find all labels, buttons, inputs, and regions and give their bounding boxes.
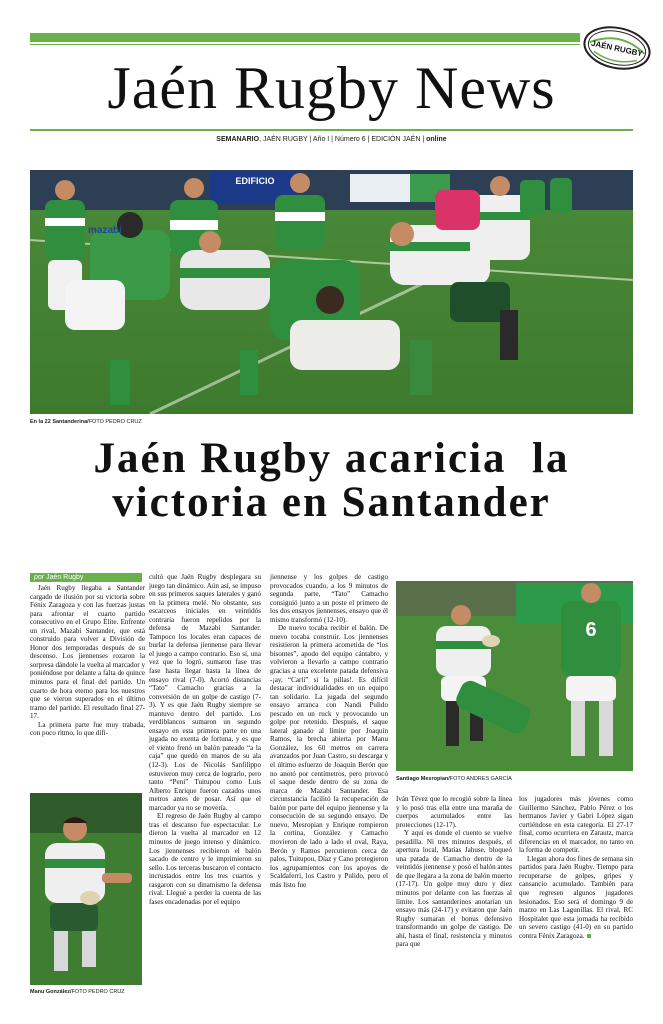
masthead-top-bar (30, 33, 580, 42)
article-paragraph: Jaén Rugby llegaba a Santander cargado de ilusión por su victoria sobre Fénix Zaragoza y con las fuerzas justas para afrontar el cuarto partido consecutivo en el Grupo Élite. Enfrente un rival, Mazabi Santander, que está construido para volver a División de Honor dos temporadas después de su descenso. Los jiennenses rozaron la sorpresa dándole la vuelta al marcador y poniéndose por delante a falta de quince minutos para el final del partido. Un cuarto de hora eterno para los nuestros que se vieron superados en el último tramo del partido. El resultado final 27-17. (30, 584, 145, 721)
article-column-4 (396, 795, 512, 1017)
top-photo-caption-credit: FOTO PEDRO CRUZ (88, 419, 142, 425)
byline-prefix: por (34, 574, 47, 581)
article-column-3 (270, 573, 388, 1013)
article-paragraph: los jugadores más jóvenes como Guillermo Sánchez, Pablo Pérez o los hermanos Javier y Gabri López sigan curtiéndose en esta categoría. El 27-17 final, como ocurriera en Zarautz, marca diferencias en el marcador, no tanto en la forma de competir. (519, 795, 633, 855)
top-photo-caption (30, 419, 330, 425)
masthead-top-rule (30, 44, 580, 45)
byline-author: Jaén Rugby (46, 574, 84, 581)
edition-info-online: online (426, 136, 447, 143)
sponsor-text: mazabi (88, 225, 122, 236)
logo-text: JAÉN RUGBY (590, 38, 644, 59)
right-photo-caption-credit: FOTO ANDRES GARCÍA (449, 776, 512, 782)
left-photo (30, 793, 142, 985)
article-paragraph: Y aquí es donde el cuento se vuelve pesadilla. Ni tres minutos después, el apertura local, Matías Jahuse, bloqueó una patada de Camacho dentro de la veintidós jiennense y posó el balón antes de que llegara a la zona de balón muerto (17-17). Un golpe muy duro y diez minutos por delante con las fuerzas al límite. Los santanderinos anotarían un ensayo más (24-17) y evitaron que Jaén Rugby sumaran el bonus defensivo transformando un golpe de castigo. De ahí, hasta el final, resistencia y minutos para que (396, 829, 512, 949)
article-paragraph (519, 855, 633, 940)
right-photo-caption-title: Santiago Mesropian/ (396, 776, 450, 782)
left-photo-caption-credit: FOTO PEDRO CRUZ (71, 989, 125, 995)
edition-info-type: SEMANARIO (216, 136, 260, 143)
article-paragraph: De nuevo tocaba recibir el balón. De nuevo tocaba construir. Los jiennenses resistieron la primera acometida de “los bisontes”, apodo del equipo cántabro, y volvieron a llevarlo a campo contrario gracias a una excelente patada defensiva -¡ay, “Carli” si la pillas!. Es difícil destacar individualidades en un equipo tan solidario. La jugada del segundo ensayo arranca con Nandi Pulido pescado en un ruck y provocando un golpe por retenido. Después, el saque lateral ganado al límite por Joaquín Ramos, la brecha abierta por Manu González, los 60 metros en carrera avanzados por Juan Castro, su descarga y el último esfuerzo de Joaquín Berón que no anotó por centímetros, pero provocó el saque desde dentro de su zona de marca de Mazabi Santander. Esa circunstancia facilitó la recuperación de balón por parte del equipo jiennense y la consecución de su segundo ensayo. De nuevo, Mesropian y Enrique rompieron la cortina, González y Camacho movieron de lado a lado el oval, Raya, Berón y Ramos percutieron cerca de palos, Tuitupou, Díaz y Cano protegieron los agrupamientos con los apoyos de Scaldaferri, los Castro y Pulido, pero el más listo fue (270, 624, 388, 889)
headline (30, 437, 633, 525)
article-paragraph-text: Llegan ahora dos fines de semana sin partidos para Jaén Rugby. Tiempo para recuperarse de golpes, gripes y cansancio acumulado. También para que regresen algunos jugadores lesionados. Eso será el domingo 9 de marzo en Las Lagunillas. El rival, RC Hospitalet que esta jornada ha recibido un severo castigo (41-0) en su partido contra Fénix Zaragoza. (519, 854, 633, 940)
edition-info (30, 136, 633, 143)
end-of-article-mark (587, 934, 591, 938)
headline-line-1: Jaén Rugby acaricia la (93, 435, 570, 482)
article-paragraph: El regreso de Jaén Rugby al campo tras el descanso fue espectacular. Le dieron la vuelta al marcador en 12 minutos de juego intenso y dinámico. Los jiennenses recibieron el balón sacado de centro y le imprimieron su sello. Los terceras buscaron el contacto incrustados entre los tres cuartos y rasgaron con su dinamismo la defensa rival. Llegué a perder la cuenta de las fases encadenadas por el equipo (149, 812, 261, 906)
article-paragraph: cultó que Jaén Rugby desplegara su juego tan dinámico. Aún así, se impuso en sus primeros saques laterales y ganó en la primera melé. No obstante, sus escarceos iniciales en veintidós contraria fueron repelidos por la defensa de Mazabi Santander. Tampoco los locales eran capaces de burlar la defensa jiennense para llevar el juego a campo contrario. Eso sí, una vez que lo logró, sumaron fase tras fase hasta llegar hasta la línea de ensayo rival (7-0). Acortó distancias “Tato” Camacho gracias a la conversión de un golpe de castigo (7-3). Y es que Jaén Rugby siempre se mantuvo dentro del partido. Los verdiblancos sumaron un segundo ensayo en esta primera parte en una jugada no exenta de fortuna, y es que el viento frenó un balón pateado “a la caja” que quedó en manos de su ala (12-3). Los de Nicolás Sanfilippo estuvieron muy cerca de lograrlo, pero tanto “Peni” Tuitupou como Luis Alberto Enrique fueron cazados unos metros antes de posar. Así que el marcador ya no se movería. (149, 573, 261, 812)
masthead-title: Jaén Rugby News (107, 55, 556, 121)
article-column-1 (30, 584, 145, 784)
left-photo-caption-title: Manu González/ (30, 989, 72, 995)
article-paragraph: La primera parte fue muy trabada, con poco ritmo, lo que difi- (30, 720, 145, 738)
jaen-rugby-logo (581, 20, 653, 76)
banner-text: EDIFICIO (235, 176, 275, 186)
top-photo (30, 170, 633, 414)
right-photo (396, 581, 633, 771)
svg-text:6: 6 (585, 619, 597, 641)
article-column-2 (149, 573, 261, 1013)
article-column-5 (519, 795, 633, 1017)
article-paragraph: jiennense y los golpes de castigo provocados cuando, a los 9 minutos de segunda parte, “Tato” Camacho consiguió junto a un poste el primero de los dos ensayos jiennenses, ensayo que él mismo transformó (12-10). (270, 573, 388, 624)
edition-info-details: , JAÉN RUGBY | Año I | Número 6 | EDICIÓN JAÉN | (259, 136, 427, 143)
article-paragraph: Iván Tévez que lo recogió sobre la línea y lo posó tras ella entre una maraña de cuerpos acumulados entre las protecciones (12-17). (396, 795, 512, 829)
left-photo-caption (30, 989, 142, 995)
top-photo-caption-title: En la 22 Santanderina/ (30, 419, 89, 425)
masthead-bottom-bar (30, 129, 633, 131)
byline (30, 573, 142, 582)
headline-line-2: victoria en Santander (112, 479, 551, 526)
right-photo-caption (396, 776, 633, 782)
